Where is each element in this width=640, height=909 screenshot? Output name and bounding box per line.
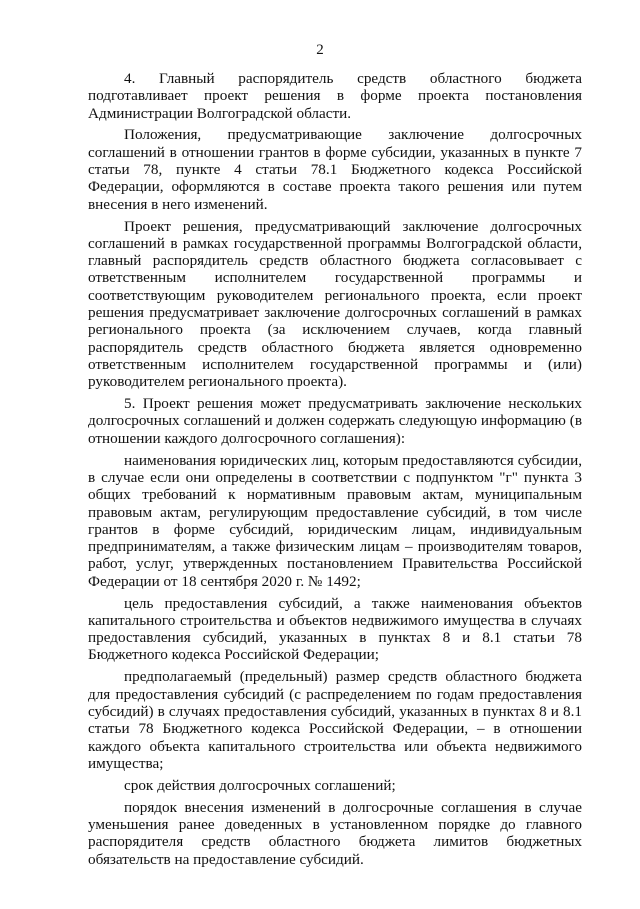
paragraph-amendments: порядок внесения изменений в долгосрочные соглашения в случае уменьшения ранее доведенных в установленном порядке до главного распорядителя средств областного бюджета лимитов бюджетных обязательств на предоставление субсидий. xyxy=(88,798,582,868)
paragraph-legal-entities: наименования юридических лиц, которым предоставляются субсидии, в случае если они определены в соответствии с подпунктом "г" пункта 3 общих требований к нормативным правовым актам, муниципальным правовым актам, регулирующим предоставление субсидий, в том числе грантов в форме субсидий, юридическим лицам, индивидуальным предпринимателям, а также физическим лицам – производителям товаров, работ, услуг, утвержденных постановлением Правительства Российской Федерации от 18 сентября 2020 г. № 1492; xyxy=(88,451,582,590)
paragraph-grant-provisions: Положения, предусматривающие заключение долгосрочных соглашений в отношении грантов в форме субсидии, указанных в пункте 7 статьи 78, пункте 4 статьи 78.1 Бюджетного кодекса Российской Федерации, оформляются в составе проекта такого решения или путем внесения в него изменений. xyxy=(88,126,582,213)
paragraph-budget-size: предполагаемый (предельный) размер средств областного бюджета для предоставления субсидий (с распределением по годам предоставления субсидий) в случаях предоставления субсидий, указанных в пунктах 8 и 8.1 статьи 78 Бюджетного кодекса Российской Федерации, – в отношении каждого объекта капитального строительства или объекта недвижимого имущества; xyxy=(88,668,582,772)
paragraph-clause-4: 4. Главный распорядитель средств областного бюджета подготавливает проект решения в форме проекта постановления Администрации Волгоградской области. xyxy=(88,70,582,122)
page-number: 2 xyxy=(316,42,324,58)
paragraph-term: срок действия долгосрочных соглашений; xyxy=(124,776,396,794)
paragraph-clause-5: 5. Проект решения может предусматривать заключение нескольких долгосрочных соглашений и должен содержать следующую информацию (в отношении каждого долгосрочного соглашения): xyxy=(88,395,582,447)
paragraph-purpose: цель предоставления субсидий, а также наименования объектов капитального строительства и объектов недвижимого имущества в случаях предоставления субсидий, указанных в пунктах 8 и 8.1 статьи 78 Бюджетного кодекса Российской Федерации; xyxy=(88,594,582,664)
document-body xyxy=(88,70,582,872)
paragraph-approval: Проект решения, предусматривающий заключение долгосрочных соглашений в рамках государственной программы Волгоградской области, главный распорядитель средств областного бюджета согласовывает с ответственным исполнителем государственной программы и соответствующим руководителем регионального проекта, если проект решения предусматривает заключение долгосрочных соглашений в рамках регионального проекта (за исключением случаев, когда главный распорядитель средств областного бюджета является одновременно ответственным исполнителем государственной программы и (или) руководителем регионального проекта). xyxy=(88,217,582,391)
